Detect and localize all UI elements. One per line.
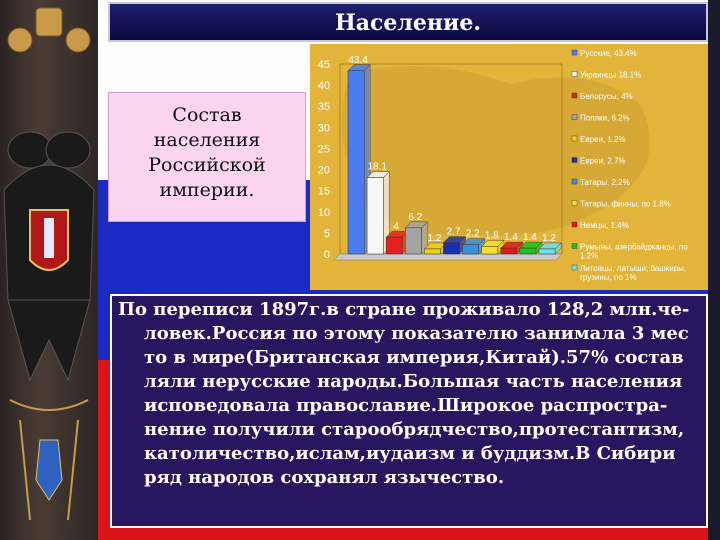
legend-swatch — [572, 50, 577, 55]
description-line: ляли нерусские народы.Большая часть населения — [144, 371, 683, 392]
y-tick-label: 30 — [317, 122, 330, 135]
description-line: ряд народов сохранял язычество. — [144, 467, 505, 488]
legend-swatch — [572, 115, 577, 120]
legend-swatch — [572, 72, 577, 77]
description-line: католичество,ислам,иудаизм и буддизм.В Сибири — [144, 443, 676, 464]
y-tick-label: 0 — [323, 249, 330, 261]
card-line: населения — [153, 129, 261, 151]
data-label: 2.2 — [465, 228, 480, 240]
legend-label: Украинцы 18.1% — [580, 70, 642, 80]
legend-label: Евреи, 1.2% — [580, 135, 626, 144]
data-label: 6.2 — [408, 211, 423, 223]
bar — [424, 249, 440, 254]
description-box — [110, 294, 708, 528]
legend-label: Белорусы, 4% — [580, 92, 633, 101]
y-tick-label: 20 — [317, 164, 330, 177]
description-line: исповедовала православие.Широкое распростра- — [144, 395, 668, 416]
description-line: По переписи 1897г.в стране проживало 128,2 млн.че- — [118, 299, 690, 320]
legend-swatch — [572, 201, 577, 206]
legend-label: Литовцы, латыши, башкиры, грузины, по 1% — [580, 264, 687, 282]
composition-card-text — [109, 103, 305, 203]
y-tick-label: 15 — [317, 185, 330, 198]
data-label: 1.8 — [484, 230, 499, 242]
card-line: Состав — [172, 104, 242, 126]
right-edge-strip — [708, 0, 720, 540]
data-label: 4 — [393, 221, 400, 233]
y-tick-label: 40 — [317, 80, 330, 93]
legend-label: Татары, финны, по 1.8% — [580, 199, 671, 209]
legend-label: Евреи, 2.7% — [580, 156, 626, 166]
data-label: 1.2 — [542, 232, 556, 244]
legend-swatch — [572, 93, 577, 98]
title-bar — [108, 2, 708, 42]
card-line: империи. — [159, 179, 255, 201]
plot-floor — [334, 254, 562, 260]
double-headed-eagle-icon — [0, 0, 98, 540]
bar — [482, 246, 498, 254]
legend-label: Русские, 43.4% — [580, 49, 637, 58]
y-tick-label: 25 — [317, 143, 330, 156]
bar — [520, 248, 536, 254]
bar — [367, 178, 383, 254]
card-line: Российской — [148, 154, 266, 176]
legend-label: Татары, 2.2% — [580, 178, 630, 187]
legend-label: Поляки, 6.2% — [580, 113, 630, 123]
description-line: нение получили старообрядчество,протестантизм, — [144, 419, 685, 440]
bar — [463, 245, 479, 254]
data-label: 1.4 — [503, 232, 518, 244]
description-line: то в мире(Британская империя,Китай).57% состав — [144, 347, 684, 368]
composition-card — [108, 92, 306, 222]
population-chart-svg — [310, 44, 708, 290]
legend-swatch — [572, 244, 577, 249]
bar — [405, 228, 421, 254]
data-label: 18.1 — [367, 161, 387, 173]
data-label: 1.2 — [427, 232, 442, 244]
bar — [539, 249, 555, 254]
y-tick-label: 5 — [323, 227, 330, 240]
legend-swatch — [572, 265, 577, 270]
coat-of-arms-panel — [0, 0, 98, 540]
description-line: ловек.Россия по этому показателю занимала 3 мес — [144, 323, 689, 344]
data-label: 1.4 — [522, 232, 537, 244]
bar — [348, 71, 364, 254]
page-title: Население. — [334, 10, 482, 36]
y-tick-label: 45 — [317, 59, 330, 71]
y-tick-label: 10 — [317, 206, 330, 219]
y-tick-label: 35 — [317, 101, 330, 114]
bar — [443, 243, 459, 254]
bar — [386, 237, 402, 254]
legend-swatch — [572, 179, 577, 184]
bar — [501, 248, 517, 254]
legend-label: Немцы, 1.4% — [580, 221, 629, 230]
data-label: 43.4 — [348, 54, 368, 66]
legend-label: Румыны, азербайджанцы, по 1.2% — [580, 242, 688, 261]
description-text — [118, 298, 700, 490]
legend-swatch — [572, 222, 577, 227]
population-chart — [310, 44, 708, 290]
legend-swatch — [572, 136, 577, 141]
data-label: 2.7 — [446, 226, 461, 238]
legend-swatch — [572, 158, 577, 163]
